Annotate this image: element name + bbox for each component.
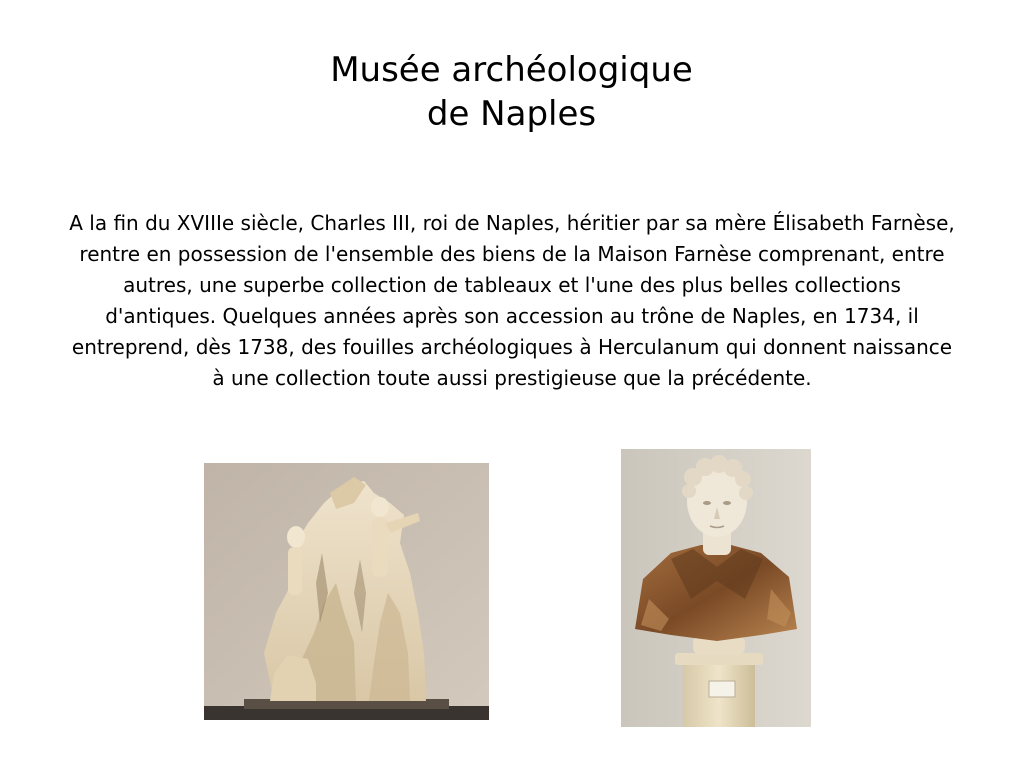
farnese-sculpture-photo bbox=[204, 463, 489, 720]
title-line-1: Musée archéologique bbox=[330, 50, 693, 90]
slide-title bbox=[0, 48, 1023, 136]
marble-sculpture-group-icon bbox=[204, 463, 489, 720]
title-line-2: de Naples bbox=[426, 94, 597, 134]
slide-paragraph: A la fin du XVIIIe siècle, Charles III, roi de Naples, héritier par sa mère Élisabeth Farnèse, rentre en possession de l'ensemble des biens de la Maison Farnèse comprenant, entre autres, une superbe collection de tableaux et l'une des plus belles collections d'antiques. Quelques années après son accession au trône de Naples, en 1734, il entreprend, dès 1738, des fouilles archéologiques à Herculanum qui donnent naissance à une collection toute aussi prestigieuse que la précédente. bbox=[69, 211, 955, 390]
marble-bust-icon bbox=[621, 449, 811, 727]
marble-bust-photo bbox=[621, 449, 811, 727]
